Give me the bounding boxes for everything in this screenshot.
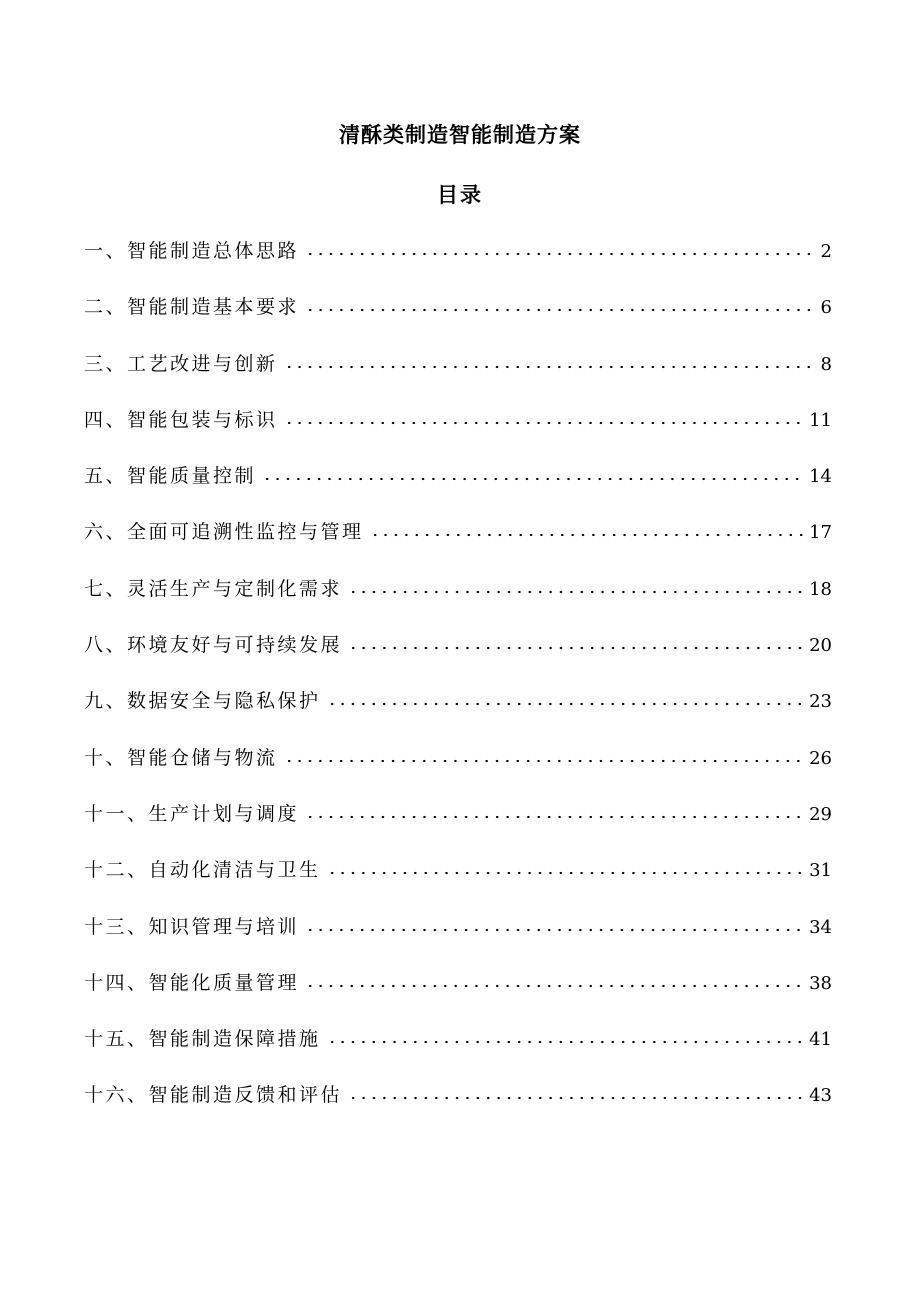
toc-entry-page-number: 2 xyxy=(820,241,832,262)
toc-entry-page-number: 8 xyxy=(820,353,832,375)
toc-dot-leader xyxy=(284,421,806,425)
toc-dot-leader xyxy=(327,1040,806,1044)
toc-dot-leader xyxy=(305,928,805,932)
toc-entry[interactable] xyxy=(84,405,832,461)
toc-entry-page-number: 6 xyxy=(820,297,832,319)
toc-entry-page-number: 18 xyxy=(809,578,832,600)
toc-entry-label: 四、智能包装与标识 xyxy=(84,408,278,431)
toc-entry[interactable] xyxy=(84,1080,832,1136)
toc-entry[interactable] xyxy=(84,912,832,968)
toc-entry[interactable] xyxy=(84,1024,832,1080)
toc-dot-leader xyxy=(284,759,806,763)
toc-dot-leader xyxy=(348,646,805,650)
toc-entry-label: 十二、自动化清洁与卫生 xyxy=(84,859,321,882)
toc-entry[interactable] xyxy=(84,743,832,799)
toc-entry[interactable] xyxy=(84,517,832,573)
toc-entry[interactable] xyxy=(84,236,832,292)
toc-dot-leader xyxy=(284,365,817,369)
toc-entry-label: 一、智能制造总体思路 xyxy=(84,240,300,262)
toc-entry-label: 九、数据安全与隐私保护 xyxy=(84,690,321,713)
toc-entry-page-number: 38 xyxy=(809,972,832,994)
toc-entry-label: 七、灵活生产与定制化需求 xyxy=(84,577,343,600)
toc-dot-leader xyxy=(348,590,805,594)
toc-entry[interactable] xyxy=(84,968,832,1024)
toc-entry-label: 六、全面可追溯性监控与管理 xyxy=(84,521,364,544)
toc-entry-label: 八、环境友好与可持续发展 xyxy=(84,634,343,657)
toc-entry-label: 十、智能仓储与物流 xyxy=(84,746,278,769)
toc-dot-leader xyxy=(327,871,806,875)
toc-entry-label: 十四、智能化质量管理 xyxy=(84,971,300,994)
toc-dot-leader xyxy=(305,815,805,819)
toc-entry-label: 十五、智能制造保障措施 xyxy=(84,1028,321,1051)
toc-entry[interactable] xyxy=(84,686,832,742)
toc-dot-leader xyxy=(348,1096,805,1100)
toc-entry[interactable] xyxy=(84,630,832,686)
toc-entry-label: 三、工艺改进与创新 xyxy=(84,352,278,375)
toc-entry-page-number: 23 xyxy=(809,691,832,713)
toc-entry[interactable] xyxy=(84,799,832,855)
toc-entry[interactable] xyxy=(84,349,832,405)
toc-entry-label: 五、智能质量控制 xyxy=(84,465,257,488)
toc-entry-label: 二、智能制造基本要求 xyxy=(84,296,300,319)
toc-entry-page-number: 41 xyxy=(809,1029,832,1051)
toc-entry-label: 十一、生产计划与调度 xyxy=(84,802,300,825)
toc-entry-page-number: 14 xyxy=(809,466,832,488)
toc-dot-leader xyxy=(262,477,805,481)
toc-entry-page-number: 26 xyxy=(809,747,832,769)
toc-entry-page-number: 11 xyxy=(809,409,832,431)
toc-entry-page-number: 17 xyxy=(809,522,832,544)
toc-entry[interactable] xyxy=(84,574,832,630)
toc-entry[interactable] xyxy=(84,461,832,517)
toc-dot-leader xyxy=(305,308,817,312)
table-of-contents xyxy=(84,236,832,1137)
toc-entry-page-number: 34 xyxy=(809,916,832,938)
toc-entry-label: 十三、知识管理与培训 xyxy=(84,915,300,938)
toc-dot-leader xyxy=(305,984,805,988)
toc-entry-label: 十六、智能制造反馈和评估 xyxy=(84,1084,343,1107)
toc-dot-leader xyxy=(327,702,806,706)
toc-dot-leader xyxy=(370,533,806,537)
toc-entry-page-number: 31 xyxy=(809,860,832,882)
document-title: 清酥类制造智能制造方案 xyxy=(339,123,581,147)
toc-entry[interactable] xyxy=(84,292,832,348)
toc-entry-page-number: 20 xyxy=(809,635,832,657)
toc-heading: 目录 xyxy=(437,183,483,207)
toc-entry-page-number: 43 xyxy=(809,1085,832,1107)
toc-dot-leader xyxy=(305,252,817,256)
toc-entry[interactable] xyxy=(84,855,832,911)
toc-entry-page-number: 29 xyxy=(809,803,832,825)
